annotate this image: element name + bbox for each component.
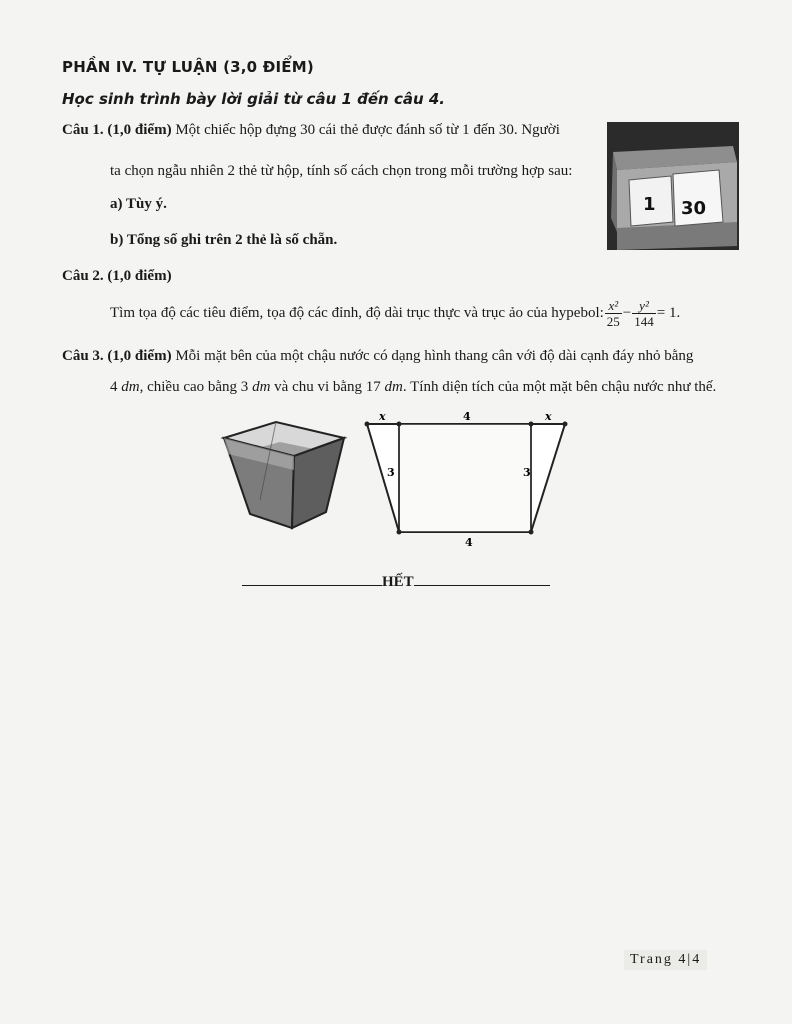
instruction: Học sinh trình bày lời giải từ câu 1 đến câu 4. bbox=[62, 90, 445, 108]
fraction-x-denominator: 25 bbox=[606, 314, 620, 329]
fraction-y-numerator: y² bbox=[632, 298, 656, 314]
end-line-right bbox=[414, 585, 550, 586]
unit-dm-2: dm bbox=[252, 379, 271, 395]
question-3-text-2b: , chiều cao bằng 3 bbox=[139, 379, 249, 395]
fraction-y-denominator: 144 bbox=[634, 314, 654, 329]
card-30-number: 30 bbox=[681, 198, 707, 219]
section-title: PHẦN IV. TỰ LUẬN (3,0 ĐIỂM) bbox=[62, 58, 314, 76]
hyperbola-fraction-y bbox=[632, 298, 656, 329]
question-1-part-a: a) Tùy ý. bbox=[110, 196, 167, 212]
question-3-text-2c: và chu vi bằng 17 bbox=[274, 379, 381, 395]
question-1-part-b: b) Tổng số ghi trên 2 thẻ là số chẵn. bbox=[110, 232, 338, 248]
question-3-text-2d: . Tính diện tích của một mặt bên chậu nước như thế. bbox=[402, 379, 717, 395]
label-bottom: 4 bbox=[465, 536, 473, 546]
label-x-right: x bbox=[545, 410, 552, 423]
question-3-line-1 bbox=[62, 348, 693, 365]
water-pot-illustration bbox=[220, 420, 350, 532]
end-text: HẾT bbox=[382, 574, 414, 590]
question-1-text-2: ta chọn ngẫu nhiên 2 thẻ từ hộp, tính số cách chọn trong mỗi trường hợp sau: bbox=[110, 163, 573, 179]
fraction-x-numerator: x² bbox=[605, 298, 622, 314]
label-height-right: 3 bbox=[523, 466, 531, 479]
unit-dm-3: dm bbox=[384, 379, 403, 395]
hyperbola-fraction-x bbox=[605, 298, 622, 329]
equation-minus: − bbox=[622, 304, 632, 321]
question-2-text: Tìm tọa độ các tiêu điểm, tọa độ các đỉnh, độ dài trục thực và trục ảo của hypebol: bbox=[110, 304, 604, 321]
unit-dm-1: dm bbox=[121, 379, 140, 395]
label-x-left: x bbox=[379, 410, 386, 423]
question-3-line-2 bbox=[110, 379, 716, 396]
card-1-number: 1 bbox=[643, 194, 656, 215]
question-3-text-1: Mỗi mặt bên của một chậu nước có dạng hình thang cân với độ dài cạnh đáy nhỏ bằng bbox=[175, 348, 694, 364]
question-1-label: Câu 1. (1,0 điểm) bbox=[62, 122, 172, 138]
label-height-left: 3 bbox=[387, 466, 395, 479]
page-number: Trang 4|4 bbox=[624, 950, 707, 970]
question-2-label: Câu 2. (1,0 điểm) bbox=[62, 268, 172, 284]
trapezoid-diagram bbox=[355, 408, 580, 546]
question-1-line-1 bbox=[62, 122, 560, 139]
equation-rhs: = 1. bbox=[656, 304, 681, 321]
question-3-value-4: 4 bbox=[110, 379, 118, 395]
end-line-left bbox=[242, 585, 382, 586]
question-1-text-1: Một chiếc hộp đựng 30 cái thẻ được đánh số từ 1 đến 30. Người bbox=[175, 122, 560, 138]
end-marker bbox=[242, 574, 550, 591]
question-2-line bbox=[110, 298, 680, 329]
card-box-photo bbox=[607, 122, 739, 250]
question-3-label: Câu 3. (1,0 điểm) bbox=[62, 348, 172, 364]
label-top: 4 bbox=[463, 410, 471, 423]
